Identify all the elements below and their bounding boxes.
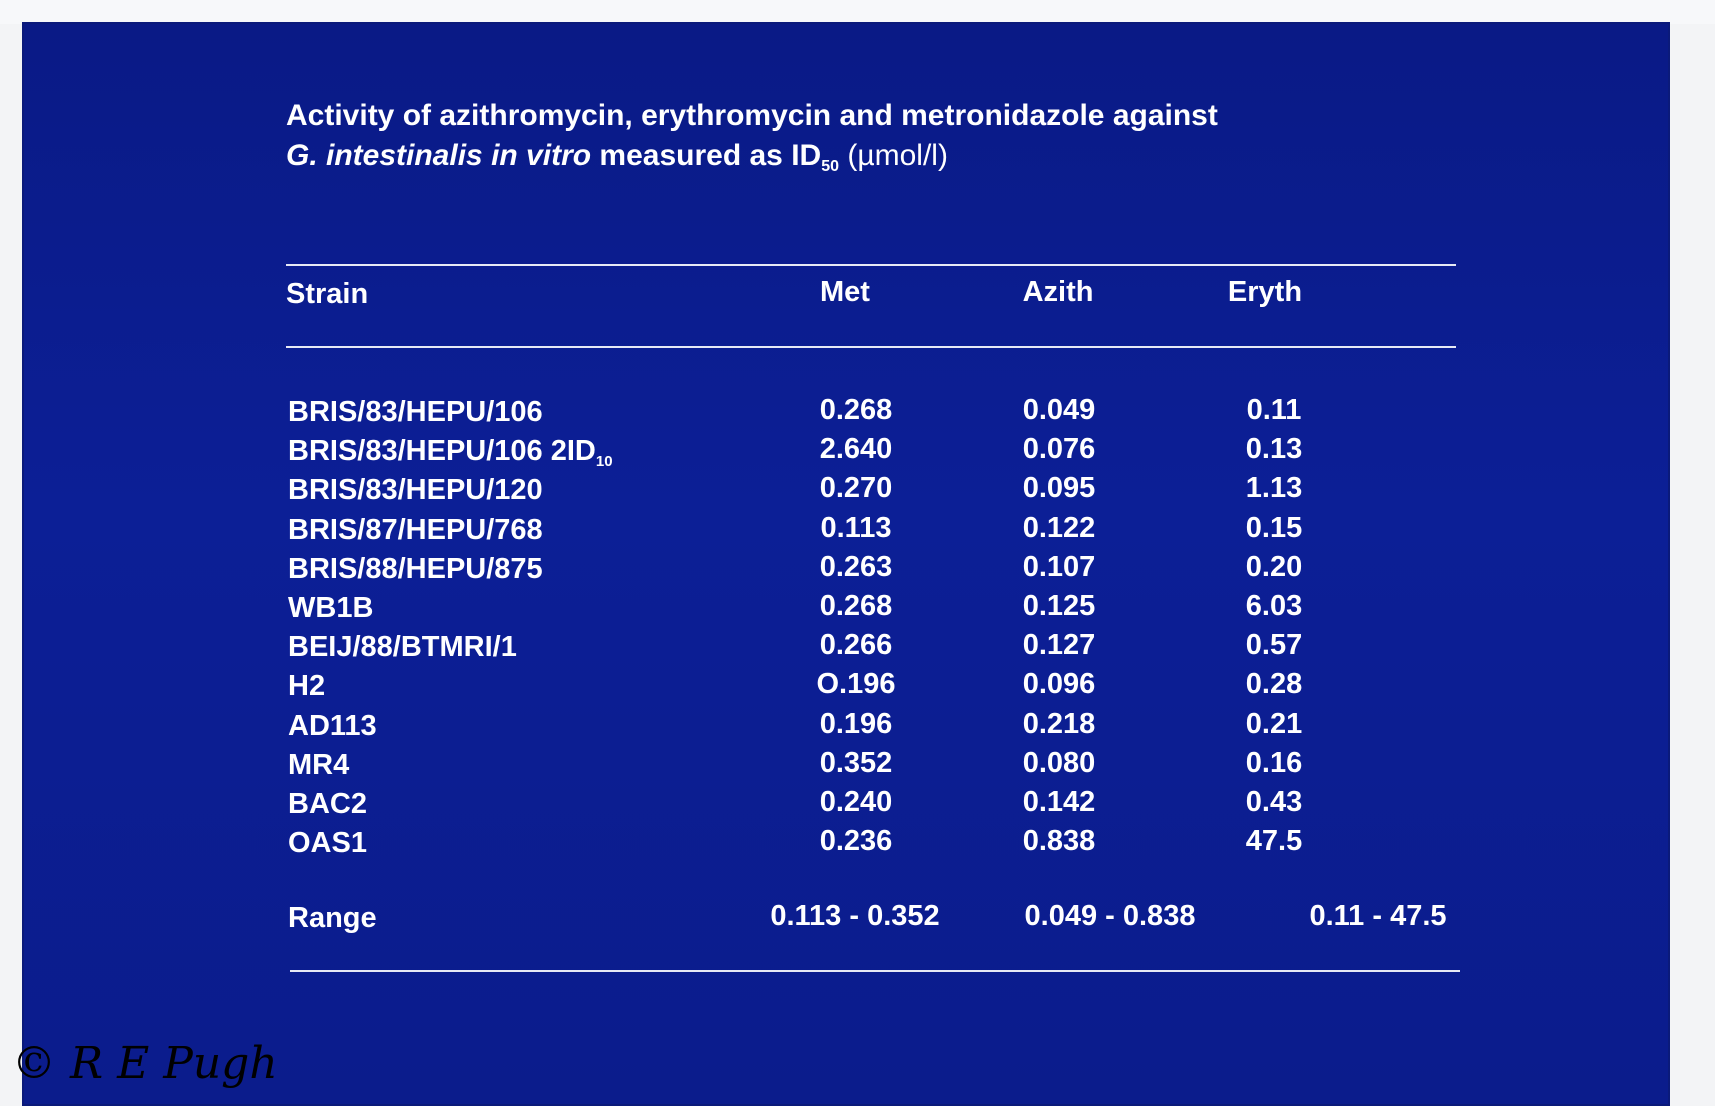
cell-strain-text: BRIS/83/HEPU/106: [288, 396, 543, 428]
cell-azith: 0.096: [1022, 668, 1096, 700]
title-in-vitro: in vitro: [491, 139, 592, 172]
cell-strain: [288, 512, 543, 548]
cell-met: O.196: [816, 668, 896, 700]
title-line-2: [286, 136, 1218, 187]
cell-strain: [288, 708, 377, 744]
cell-eryth: 0.57: [1245, 629, 1303, 661]
cell-strain: [288, 590, 373, 626]
cell-strain: [288, 668, 325, 704]
title-unit: (µmol/l): [847, 139, 948, 172]
cell-met: 0.270: [819, 472, 893, 504]
cell-strain-text: BRIS/87/HEPU/768: [288, 514, 543, 546]
cell-eryth: 6.03: [1245, 590, 1303, 622]
cell-met: 0.113: [820, 512, 892, 544]
cell-strain: [288, 747, 349, 783]
cell-strain: [288, 786, 367, 822]
cell-strain: [288, 629, 517, 665]
cell-strain: [288, 394, 543, 430]
cell-azith: 0.076: [1022, 433, 1096, 465]
cell-azith: 0.095: [1022, 472, 1096, 504]
cell-eryth: 0.16: [1245, 747, 1303, 779]
cell-strain: [288, 472, 543, 508]
copyright-signature: © R E Pugh: [12, 1038, 278, 1089]
cell-eryth: 0.15: [1245, 512, 1303, 544]
cell-azith: 0.049: [1022, 394, 1096, 426]
cell-strain-text: OAS1: [288, 827, 367, 859]
cell-met: 0.266: [819, 629, 893, 661]
title-measured-subscript: 50: [821, 158, 839, 175]
cell-strain-text: BRIS/83/HEPU/106 2ID: [288, 435, 596, 467]
cell-strain-subscript: 10: [595, 453, 613, 470]
cell-strain-text: BAC2: [288, 788, 367, 820]
header-eryth: Eryth: [1227, 276, 1303, 308]
cell-eryth: 1.13: [1245, 472, 1303, 504]
page-margin-top: [0, 0, 1715, 24]
cell-met: 0.352: [819, 747, 893, 779]
table-title: [286, 96, 1218, 187]
cell-met: 0.196: [819, 708, 893, 740]
header-strain: Strain: [286, 278, 369, 310]
title-measured-as: measured as ID: [599, 139, 822, 172]
cell-eryth: 0.43: [1245, 786, 1303, 818]
cell-azith: 0.218: [1022, 708, 1096, 740]
range-label: Range: [288, 902, 377, 934]
cell-strain-text: AD113: [288, 710, 377, 742]
range-met: 0.113 - 0.352: [770, 900, 940, 932]
table-top-rule: [286, 264, 1456, 266]
header-azith: Azith: [1022, 276, 1094, 308]
cell-strain: [288, 825, 367, 861]
cell-strain-text: BRIS/88/HEPU/875: [288, 553, 543, 585]
cell-met: 0.240: [819, 786, 893, 818]
cell-azith: 0.838: [1022, 825, 1096, 857]
cell-strain-text: WB1B: [288, 592, 374, 624]
header-met: Met: [820, 276, 870, 308]
cell-met: 0.268: [819, 590, 893, 622]
table-header-rule: [286, 346, 1456, 348]
cell-met: 0.263: [819, 551, 893, 583]
cell-azith: 0.080: [1022, 747, 1096, 779]
cell-met: 0.268: [819, 394, 893, 426]
cell-met: 2.640: [819, 433, 893, 465]
cell-eryth: 0.13: [1245, 433, 1303, 465]
cell-azith: 0.107: [1022, 551, 1096, 583]
cell-eryth: 0.28: [1245, 668, 1303, 700]
cell-azith: 0.125: [1022, 590, 1096, 622]
range-azith: 0.049 - 0.838: [1024, 900, 1196, 932]
cell-met: 0.236: [819, 825, 893, 857]
cell-strain-text: BRIS/83/HEPU/120: [288, 474, 543, 506]
cell-eryth: 0.21: [1245, 708, 1303, 740]
cell-azith: 0.122: [1022, 512, 1096, 544]
table-bottom-rule: [290, 970, 1460, 972]
cell-strain: [288, 551, 543, 587]
cell-azith: 0.127: [1022, 629, 1096, 661]
cell-eryth: 0.20: [1245, 551, 1303, 583]
title-organism: G. intestinalis: [286, 139, 483, 172]
cell-strain-text: BEIJ/88/BTMRI/1: [288, 631, 517, 663]
cell-eryth: 47.5: [1245, 825, 1303, 857]
cell-strain-text: H2: [288, 670, 326, 702]
cell-azith: 0.142: [1022, 786, 1096, 818]
cell-eryth: 0.11: [1246, 394, 1302, 426]
cell-strain-text: MR4: [288, 749, 350, 781]
title-line-1: Activity of azithromycin, erythromycin and metronidazole against: [286, 99, 1218, 132]
range-eryth: 0.11 - 47.5: [1309, 900, 1447, 932]
